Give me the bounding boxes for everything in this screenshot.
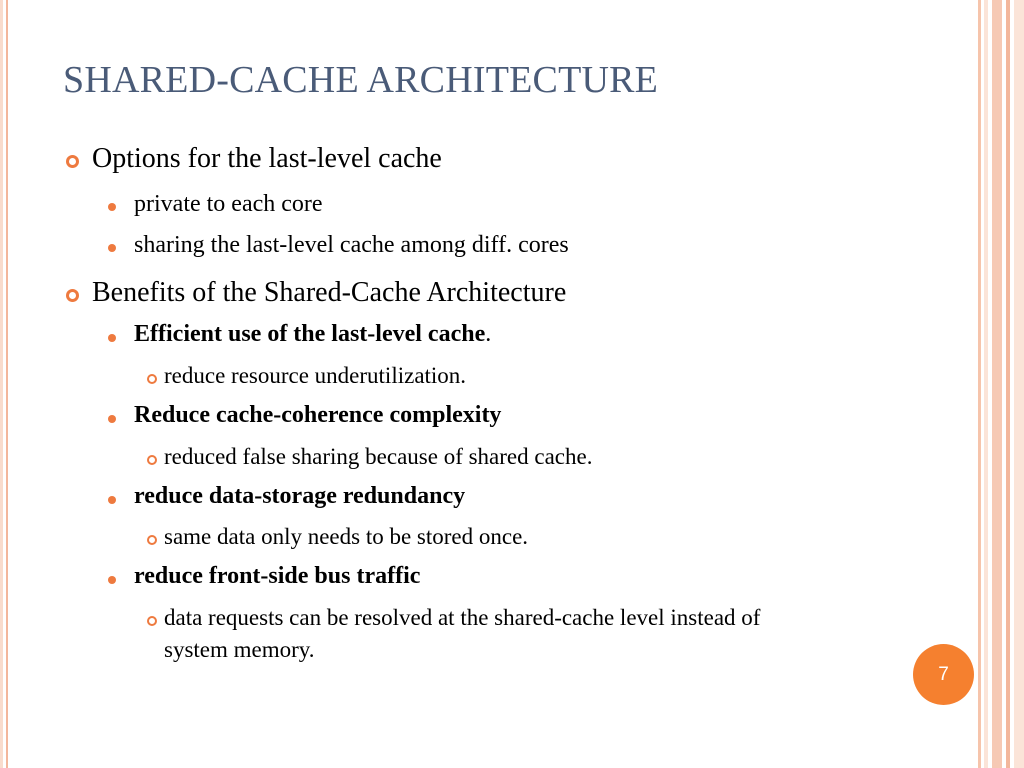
- dot-bullet-icon: [108, 244, 116, 252]
- ring-bullet-icon: [147, 455, 157, 465]
- bullet-level3-continuation: system memory.: [164, 637, 315, 662]
- bullet-level2: reduce data-storage redundancy: [134, 483, 466, 509]
- bullet-level1: Benefits of the Shared-Cache Architecture: [92, 277, 567, 308]
- page-number-badge: 7: [913, 644, 974, 705]
- ring-bullet-icon: [66, 289, 79, 302]
- left-edge-band: [0, 0, 3, 768]
- right-edge-band: [992, 0, 1002, 768]
- right-edge-band: [984, 0, 988, 768]
- right-edge-decoration: [978, 0, 1024, 768]
- slide-title: SHARED-CACHE ARCHITECTURE: [63, 59, 659, 101]
- bullet-level3: reduce resource underutilization.: [164, 363, 467, 388]
- bullet-level1: Options for the last-level cache: [92, 143, 442, 174]
- right-edge-band: [1006, 0, 1010, 768]
- ring-bullet-icon: [66, 155, 79, 168]
- bullet-level3: same data only needs to be stored once.: [164, 524, 529, 549]
- dot-bullet-icon: [108, 203, 116, 211]
- right-edge-band: [1014, 0, 1024, 768]
- dot-bullet-icon: [108, 334, 116, 342]
- bullet-level3: reduced false sharing because of shared cache.: [164, 444, 593, 469]
- right-edge-band: [978, 0, 981, 768]
- bullet-level2: reduce front-side bus traffic: [134, 563, 421, 589]
- bullet-level2: private to each core: [134, 191, 323, 217]
- left-edge-decoration: [0, 0, 12, 768]
- bullet-level3: data requests can be resolved at the shared-cache level instead of: [164, 605, 761, 630]
- bullet-suffix: .: [485, 321, 492, 347]
- ring-bullet-icon: [147, 616, 157, 626]
- bullet-bold-text: Efficient use of the last-level cache: [134, 321, 486, 347]
- dot-bullet-icon: [108, 496, 116, 504]
- dot-bullet-icon: [108, 415, 116, 423]
- dot-bullet-icon: [108, 576, 116, 584]
- bullet-level2: [134, 321, 491, 348]
- left-edge-band: [6, 0, 8, 768]
- ring-bullet-icon: [147, 535, 157, 545]
- bullet-level2: Reduce cache-coherence complexity: [134, 402, 502, 428]
- bullet-level2: sharing the last-level cache among diff. cores: [134, 232, 569, 258]
- ring-bullet-icon: [147, 374, 157, 384]
